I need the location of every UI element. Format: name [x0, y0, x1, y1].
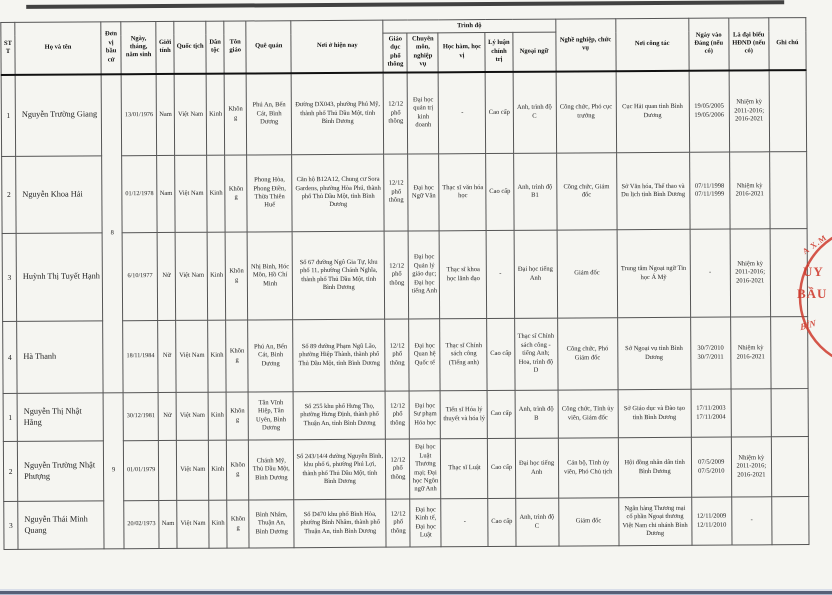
cell-politics: Cao cấp: [487, 318, 514, 390]
cell-religion: Không: [227, 440, 249, 500]
cell-religion: Không: [226, 392, 248, 440]
cell-name: Nguyễn Trường Nhật Phượng: [17, 441, 103, 502]
table-row: [1, 70, 806, 157]
cell-religion: Không: [226, 320, 248, 392]
cell-nationality: Việt Nam: [174, 73, 207, 155]
red-seal-text-line1: ỦY: [803, 264, 824, 279]
cell-language: Anh, trình độ C: [513, 71, 557, 153]
cell-education: 12/12 phổ thông: [383, 72, 408, 154]
cell-residence: Số 89 đường Phạm Ngũ Lão, phường Hiệp Thành, thành phố Thủ Dầu Một, tỉnh Bình Dương: [293, 319, 386, 392]
cell-gender: [159, 440, 177, 500]
cell-gender: Nữ: [158, 320, 176, 392]
cell-name: Hà Thanh: [17, 321, 104, 394]
cell-gender: Nam: [156, 73, 175, 155]
cell-occupation: Giám đốc: [558, 498, 618, 546]
cell-stt: 1: [3, 393, 17, 441]
cell-unit: 8: [101, 74, 123, 393]
cell-stt: 2: [2, 156, 16, 233]
col-header-hometown: Quê quán: [246, 21, 291, 73]
cell-professional: Đại học quản trị kinh doanh: [408, 72, 440, 154]
cell-ethnicity: Kinh: [209, 500, 227, 548]
cell-name: Nguyễn Khoa Hải: [16, 156, 103, 234]
cell-residence: Đường DX043, phường Phú Mỹ, thành phố Thủ Dầu Một, tỉnh Bình Dương: [291, 72, 384, 155]
col-header-academic: Học hàm, học vị: [438, 33, 485, 72]
red-seal-arc-text: A X.M: [800, 232, 829, 257]
cell-education: 12/12 phổ thông: [386, 439, 410, 499]
cell-occupation: Cán bộ, Tỉnh ủy viên, Phó Chủ tịch: [558, 438, 618, 498]
cell-dob: 18/11/1984: [123, 321, 158, 393]
cell-hometown: Chánh Mỹ, Thủ Dầu Một, Bình Dương: [249, 440, 294, 500]
cell-party_date: -: [690, 229, 731, 317]
col-header-party-date: Ngày vào Đảng (nếu có): [689, 18, 729, 70]
cell-language: Anh, trình độ C: [515, 498, 558, 546]
cell-gender: Nam: [157, 155, 175, 232]
cell-language: Đại học tiếng Anh: [514, 230, 558, 318]
col-header-education: Giáo dục phổ thông: [383, 33, 407, 72]
col-header-language: Ngoại ngữ: [512, 32, 555, 71]
table-body: [1, 70, 809, 550]
table-row: [2, 229, 808, 322]
cell-stt: 1: [1, 74, 16, 156]
cell-hdnd: [731, 389, 771, 437]
cell-hometown: Phú An, Bến Cát, Bình Dương: [248, 320, 293, 392]
cell-gender: Nam: [159, 500, 177, 548]
cell-education: 12/12 phổ thông: [386, 499, 410, 547]
cell-party_date: 12/11/2009 12/11/2010: [691, 497, 731, 545]
col-header-gender: Giới tính: [156, 21, 174, 73]
cell-ethnicity: Kinh: [209, 440, 227, 500]
cell-professional: Đại học Ngữ Văn: [408, 154, 440, 231]
cell-politics: -: [487, 230, 515, 318]
cell-hdnd: Nhiệm kỳ 2016-2021: [730, 317, 770, 389]
cell-hometown: Nhị Bình, Hóc Môn, Hồ Chí Minh: [247, 232, 293, 320]
cell-party_date: 07/11/1998 07/11/1999: [689, 152, 730, 229]
col-header-residence: Nơi ở hiện nay: [291, 20, 383, 73]
cell-religion: Không: [225, 232, 248, 320]
cell-education: 12/12 phổ thông: [384, 231, 409, 319]
cell-notes: [771, 389, 808, 437]
cell-hdnd: Nhiệm kỳ 2011-2016; 2016-2021: [729, 70, 770, 152]
cell-name: Nguyễn Thái Minh Quang: [18, 501, 104, 550]
col-header-notes: Ghi chú: [769, 18, 806, 70]
cell-religion: Không: [225, 155, 247, 232]
cell-nationality: Việt Nam: [177, 440, 209, 500]
cell-residence: Số D470 khu phố Bình Hòa, phường Bình Nhâm, thành phố Thuận An, tỉnh Bình Dương: [294, 499, 386, 548]
cell-notes: [769, 152, 807, 229]
cell-religion: Không: [227, 500, 249, 548]
cell-language: Anh, trình độ B1: [513, 153, 557, 230]
cell-language: Đại học tiếng Anh: [515, 438, 558, 498]
cell-academic: -: [439, 72, 487, 154]
red-seal-text-line2: BẦU: [797, 286, 828, 301]
cell-ethnicity: Kinh: [208, 320, 226, 392]
cell-hdnd: -: [731, 497, 771, 545]
cell-academic: Thạc sĩ văn hóa học: [439, 154, 487, 231]
cell-hdnd: Nhiệm kỳ 2011-2016; 2016-2021: [731, 437, 771, 497]
col-header-stt: STT: [1, 22, 15, 74]
cell-workplace: Sở Ngoại vụ tỉnh Bình Dương: [617, 317, 691, 389]
cell-stt: 3: [2, 233, 17, 321]
cell-workplace: Trung tâm Ngoại ngữ Tin học Á Mỹ: [617, 229, 691, 317]
cell-nationality: Việt Nam: [175, 232, 208, 320]
cell-notes: [772, 497, 809, 545]
cell-nationality: Việt Nam: [176, 320, 208, 392]
cell-professional: Đại học Quan hệ Quốc tế: [409, 319, 440, 391]
cell-ethnicity: Kinh: [206, 73, 225, 155]
table-row: [3, 317, 808, 394]
cell-workplace: Hội đồng nhân dân tỉnh Bình Dương: [618, 437, 691, 497]
cell-name: Nguyễn Trường Giang: [15, 74, 102, 157]
cell-politics: Cao cấp: [486, 153, 514, 230]
cell-nationality: Việt Nam: [176, 392, 208, 440]
cell-education: 12/12 phổ thông: [385, 391, 409, 439]
cell-dob: 6/10/1977: [122, 233, 158, 321]
cell-notes: [771, 437, 809, 497]
col-header-politics: Lý luận chính trị: [485, 32, 512, 71]
col-header-professional: Chuyên môn, nghiệp vụ: [407, 33, 438, 72]
col-header-hdnd: Là đại biểu HĐND (nếu có): [729, 18, 769, 70]
red-seal-arc-bottom-text: BÌN: [799, 317, 817, 333]
cell-stt: 3: [4, 501, 18, 549]
cell-education: 12/12 phổ thông: [384, 154, 408, 231]
cell-hdnd: Nhiệm kỳ 2011-2016; 2016-2021: [730, 229, 771, 317]
cell-professional: Đại học Sư phạm Hóa học: [409, 391, 440, 439]
cell-academic: Thạc sĩ Luật: [441, 439, 488, 499]
scan-artifact-top-rule: [26, 0, 784, 9]
cell-party_date: 17/11/2003 17/11/2004: [691, 389, 731, 437]
cell-party_date: 30/7/2010 30/7/2011: [690, 317, 730, 389]
cell-residence: Số 243/14/4 đường Nguyễn Bình, khu phố 6, phường Phú Lợi, thành phố Thủ Dầu Một, tỉnh Bình Dương: [294, 439, 386, 500]
cell-occupation: Giám đốc: [557, 230, 618, 318]
cell-name: Nguyễn Thị Nhật Hằng: [17, 393, 103, 442]
cell-occupation: Công chức, Tỉnh ủy viên, Giám đốc: [558, 390, 618, 438]
cell-academic: -: [441, 499, 488, 547]
cell-professional: Đại học Quản lý giáo dục; Đại học tiếng Anh: [408, 231, 440, 319]
col-header-occupation: Nghề nghiệp, chức vụ: [555, 19, 615, 71]
cell-stt: 2: [3, 441, 17, 501]
cell-politics: Cao cấp: [488, 498, 515, 546]
cell-hometown: Tân Vĩnh Hiệp, Tân Uyên, Bình Dương: [248, 392, 293, 440]
cell-dob: 13/01/1976: [121, 74, 157, 156]
cell-notes: [769, 70, 807, 152]
cell-hdnd: Nhiệm kỳ 2016-2021: [729, 152, 770, 229]
cell-ethnicity: Kinh: [208, 392, 226, 440]
table-row: [4, 497, 809, 550]
cell-hometown: Phong Hòa, Phong Điền, Thừa Thiên Huế: [247, 155, 293, 232]
col-header-workplace: Nơi công tác: [615, 18, 688, 70]
cell-religion: Không: [224, 73, 247, 155]
cell-residence: Số 255 khu phố Hưng Thọ, phường Hưng Định, thành phố Thuận An, tỉnh Bình Dương: [293, 391, 385, 440]
cell-workplace: Ngân hàng Thương mại cổ phần Ngoại thương Việt Nam chi nhánh Bình Dương: [618, 497, 691, 545]
table-header: [1, 18, 806, 75]
cell-nationality: Việt Nam: [177, 500, 209, 548]
cell-politics: Cao cấp: [488, 438, 515, 498]
cell-ethnicity: Kinh: [207, 155, 225, 232]
cell-nationality: Việt Nam: [175, 155, 208, 232]
cell-occupation: Công chức, Phó Giám đốc: [557, 318, 618, 390]
cell-dob: 30/12/1981: [123, 393, 158, 441]
cell-academic: Thạc sĩ khoa học lãnh đạo: [440, 231, 488, 319]
cell-politics: Cao cấp: [488, 390, 515, 438]
cell-dob: 20/02/1973: [124, 501, 159, 549]
cell-occupation: Công chức, Giám đốc: [556, 153, 617, 230]
col-header-name: Họ và tên: [15, 22, 101, 75]
cell-hometown: Phú An, Bến Cát, Bình Dương: [246, 73, 292, 155]
cell-party_date: 19/05/2005 19/05/2006: [689, 70, 730, 152]
col-header-group-trinh-do: Trình độ: [383, 19, 555, 33]
cell-name: Huỳnh Thị Tuyết Hạnh: [16, 233, 103, 322]
cell-professional: Đại học Kinh tế, Đại học Luật: [410, 499, 441, 547]
cell-gender: Nữ: [158, 392, 176, 440]
cell-gender: Nữ: [157, 232, 176, 320]
cell-stt: 4: [3, 321, 17, 393]
cell-workplace: Sở Giáo dục và Đào tạo tỉnh Bình Dương: [618, 389, 691, 437]
cell-academic: Tiến sĩ Hóa lý thuyết và hóa lý: [440, 391, 487, 439]
candidate-table: [0, 17, 809, 550]
cell-language: Anh, trình độ B: [515, 390, 558, 438]
cell-hometown: Bình Nhâm, Thuận An, Bình Dương: [249, 500, 294, 548]
cell-workplace: Cục Hải quan tỉnh Bình Dương: [616, 70, 690, 152]
cell-professional: Đại học Luật Thương mại; Đại học Ngôn ngữ Anh: [410, 439, 441, 499]
scan-page-bottom-edge: [0, 589, 832, 595]
cell-residence: Căn hộ B12A12, Chung cư Sora Gardens, phường Hòa Phú, thành phố Thủ Dầu Một, tỉnh Bình Dương: [292, 154, 385, 232]
cell-workplace: Sở Văn hóa, Thể thao và Du lịch tỉnh Bình Dương: [616, 152, 690, 229]
cell-politics: Cao cấp: [486, 71, 514, 153]
cell-dob: 01/01/1979: [123, 441, 158, 501]
col-header-dob: Ngày, tháng, năm sinh: [121, 22, 156, 74]
col-header-ethnicity: Dân tộc: [206, 21, 224, 73]
cell-dob: 01/12/1978: [122, 156, 158, 233]
table-row: [3, 437, 808, 502]
table-row: [2, 152, 807, 234]
red-seal-ring: [795, 220, 832, 385]
col-header-nationality: Quốc tịch: [174, 21, 206, 73]
cell-education: 12/12 phổ thông: [385, 319, 409, 391]
cell-language: Thạc sĩ Chính sách công - tiếng Anh; Hoa, trình độ D: [514, 318, 558, 390]
col-header-religion: Tôn giáo: [224, 21, 246, 73]
cell-residence: Số 67 đường Ngô Gia Tự, khu phố 11, phường Chánh Nghĩa, thành phố Thủ Dầu Một, tỉnh Bình Dương: [292, 231, 385, 320]
col-header-unit: Đơn vị bầu cử: [101, 22, 121, 74]
cell-party_date: 07/5/2009 07/5/2010: [691, 437, 731, 497]
cell-occupation: Công chức, Phó cục trưởng: [556, 71, 617, 153]
cell-unit: 9: [103, 393, 124, 549]
cell-ethnicity: Kinh: [207, 232, 226, 320]
cell-academic: Thạc sĩ Chính sách công (Tiếng anh): [440, 319, 487, 391]
table-row: [3, 389, 808, 442]
